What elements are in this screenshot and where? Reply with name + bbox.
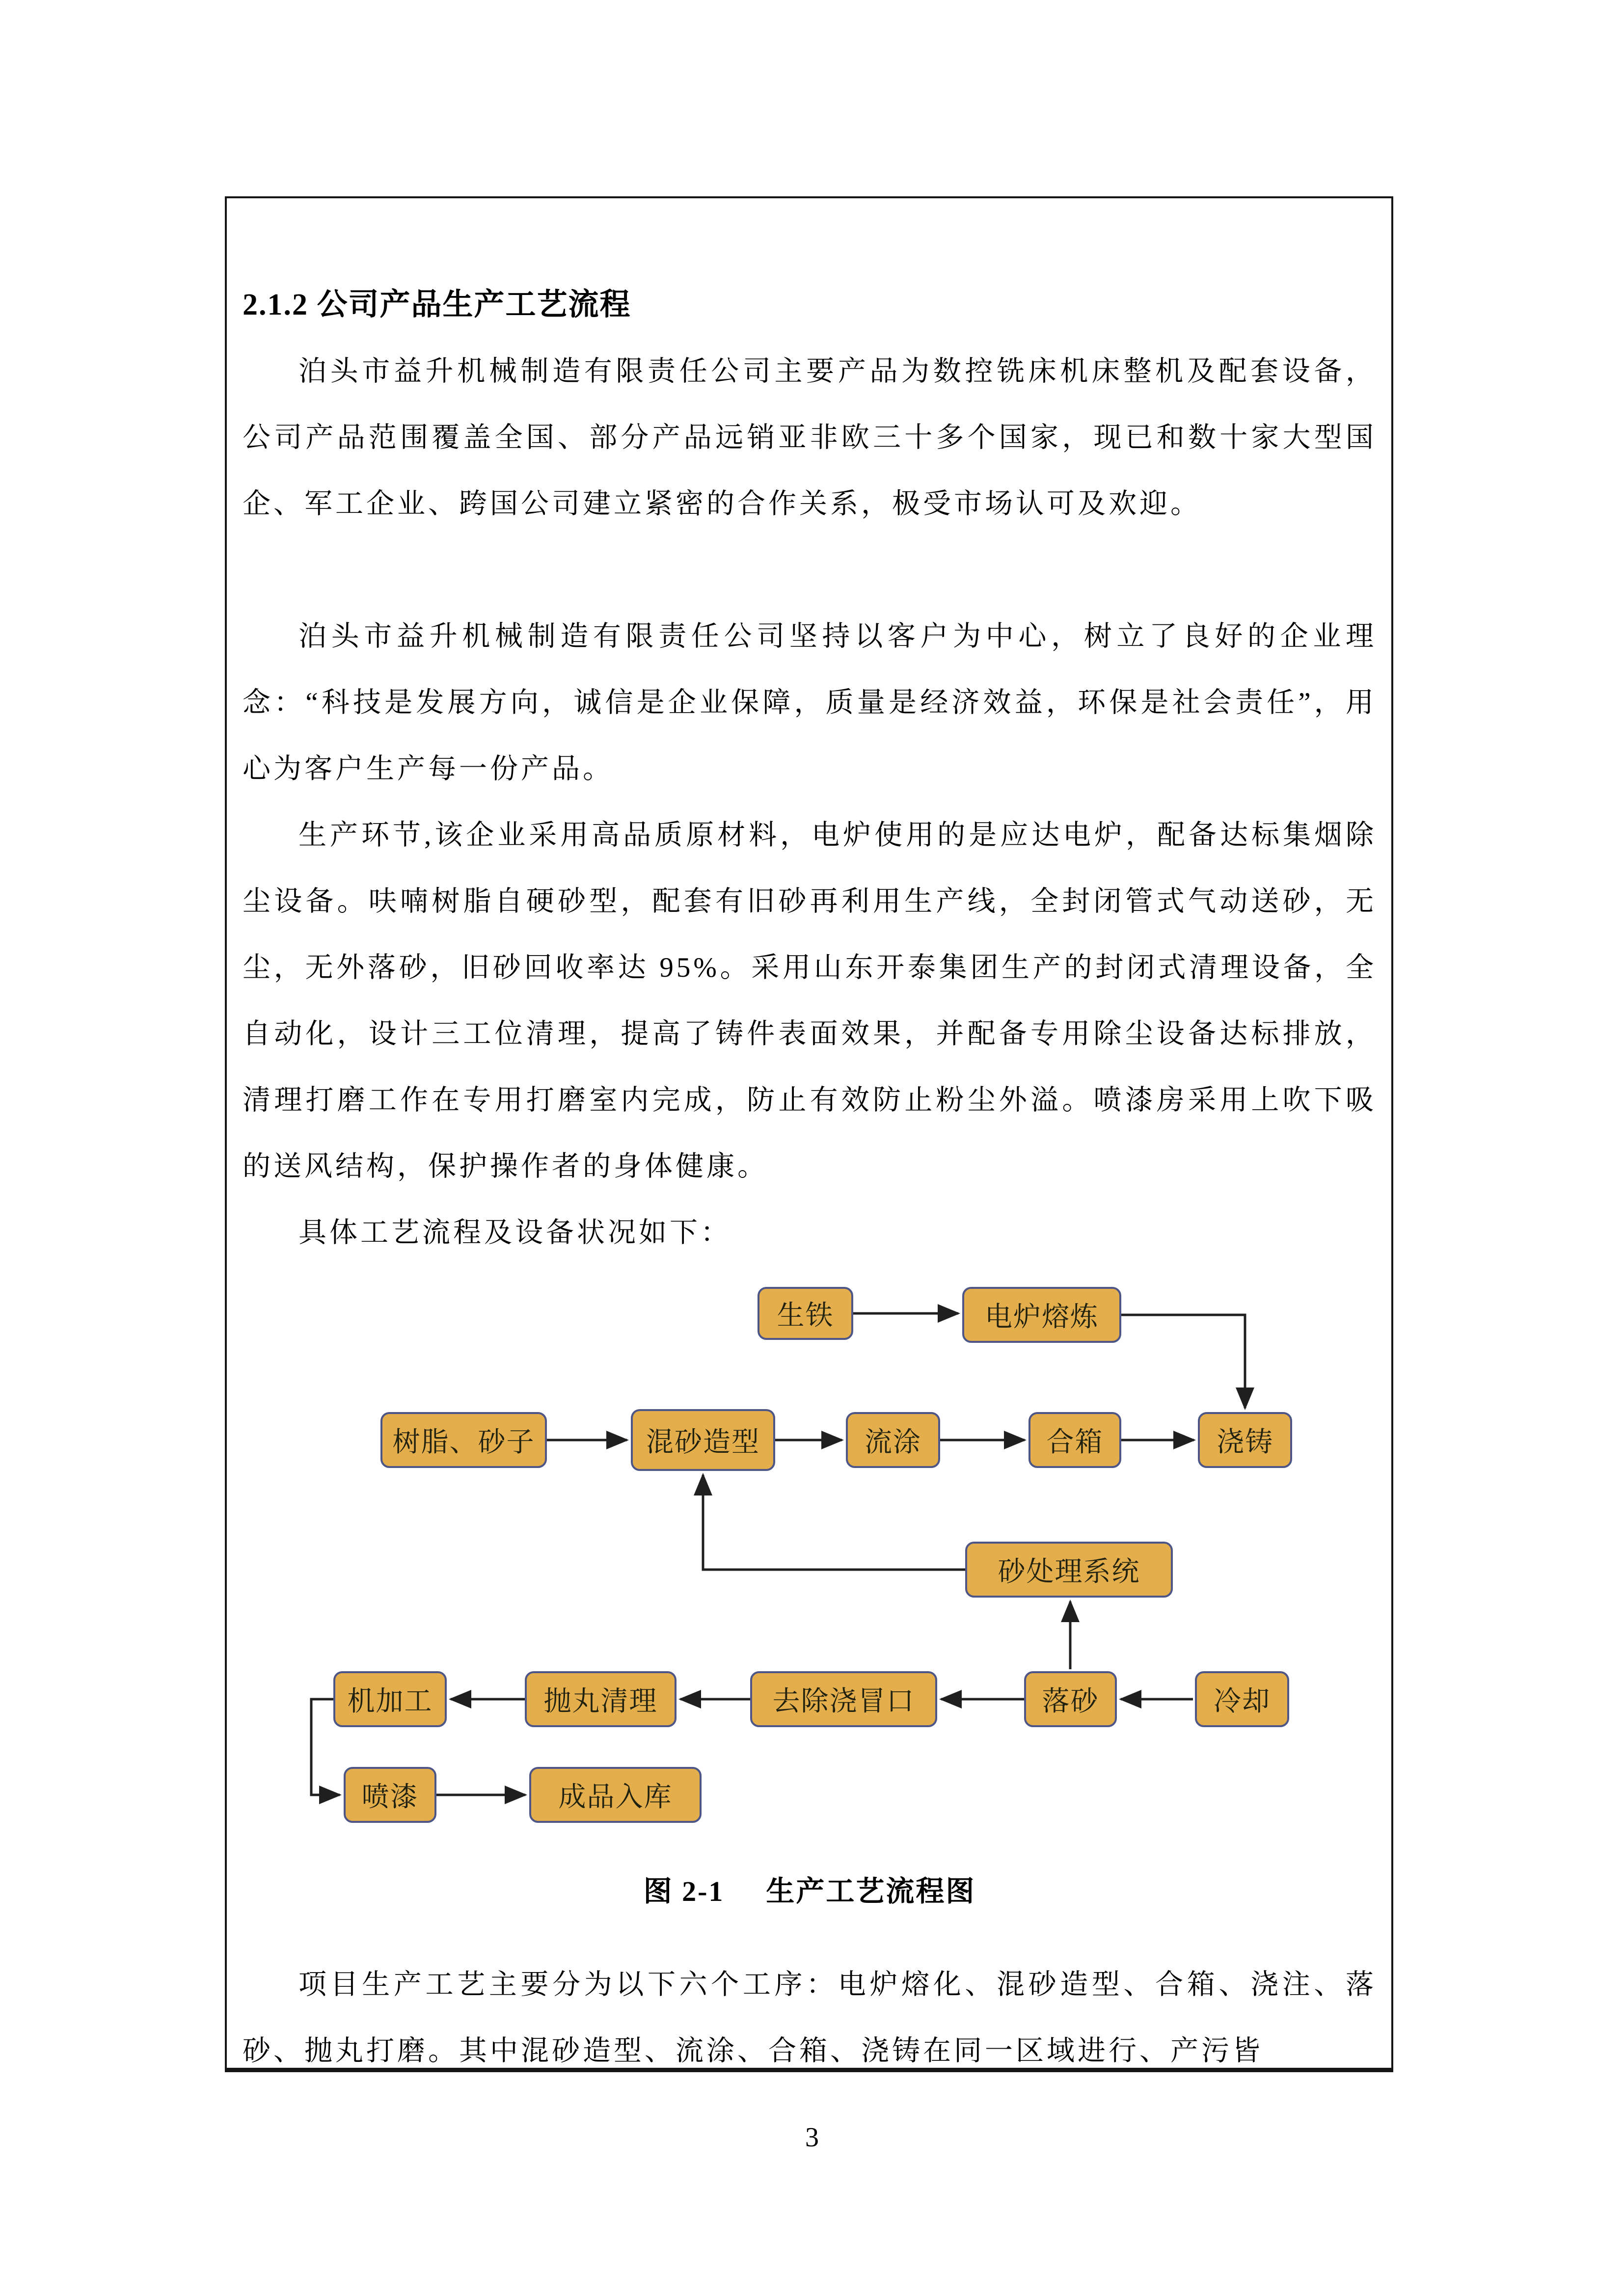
- flow-node-hexiang: 合箱: [1029, 1412, 1121, 1468]
- flow-node-lengque: 冷却: [1195, 1671, 1289, 1727]
- connector-shachuli-xitong-to-hunsha-zaoxing: [703, 1475, 965, 1570]
- flow-node-chengpin-ruku: 成品入库: [529, 1767, 702, 1823]
- figure-caption-label: 图 2-1: [643, 1875, 725, 1907]
- flow-node-shengtie: 生铁: [758, 1287, 853, 1340]
- flow-node-jijiagong: 机加工: [333, 1671, 447, 1727]
- paragraph-six-processes: 项目生产工艺主要分为以下六个工序：电炉熔化、混砂造型、合箱、浇注、落砂、抛丸打磨。其中混砂造型、流涂、合箱、浇铸在同一区域进行、产污皆: [243, 1969, 1377, 2066]
- page-number: 3: [805, 2122, 819, 2153]
- flow-node-penqi: 喷漆: [344, 1767, 436, 1823]
- paragraph-company-products: 泊头市益升机械制造有限责任公司主要产品为数控铣床机床整机及配套设备，公司产品范围覆盖全国、部分产品远销亚非欧三十多个国家，现已和数十家大型国企、军工企业、跨国公司建立紧密的合作关系，极受市场认可及欢迎。: [243, 356, 1377, 519]
- content-frame: [225, 196, 1393, 2072]
- flow-node-quchu-jiaomaokou: 去除浇冒口: [750, 1671, 937, 1727]
- flow-connectors-svg: [243, 1272, 1381, 1831]
- figure-caption: [243, 1858, 1377, 1924]
- section-heading: 2.1.2 公司产品生产工艺流程: [243, 288, 631, 321]
- flow-node-shachuli-xitong: 砂处理系统: [965, 1542, 1173, 1598]
- flow-node-hunsha-zaoxing: 混砂造型: [631, 1409, 775, 1471]
- flow-node-dianlu-ronglian: 电炉熔炼: [962, 1287, 1121, 1343]
- flow-node-shuzhi-shazi: 树脂、砂子: [380, 1412, 547, 1468]
- process-flow-diagram: [243, 1272, 1381, 1831]
- paragraph-production-environment: 生产环节,该企业采用高品质原材料，电炉使用的是应达电炉，配备达标集烟除尘设备。呋喃树脂自硬砂型，配套有旧砂再利用生产线，全封闭管式气动送砂，无尘，无外落砂，旧砂回收率达 95%。采用山东开泰集团生产的封闭式清理设备，全自动化，设计三工位清理，提高了铸件表面效果，并配备专用除尘设备达标排放，清理打磨工作在专用打磨室内完成，防止有效防止粉尘外溢。喷漆房采用上吹下吸的送风结构，保护操作者的身体健康。: [243, 820, 1377, 1182]
- flow-node-jiaozhu: 浇铸: [1198, 1412, 1292, 1468]
- flow-node-paowan-qingli: 抛丸清理: [525, 1671, 677, 1727]
- flow-node-liutu: 流涂: [846, 1412, 940, 1468]
- paragraph-company-philosophy: 泊头市益升机械制造有限责任公司坚持以客户为中心，树立了良好的企业理念：“科技是发展方向，诚信是企业保障，质量是经济效益，环保是社会责任”，用心为客户生产每一份产品。: [243, 621, 1377, 784]
- paragraph-process-intro: 具体工艺流程及设备状况如下：: [298, 1217, 731, 1248]
- flow-node-luosha: 落砂: [1024, 1671, 1117, 1727]
- figure-caption-title: 生产工艺流程图: [766, 1875, 976, 1907]
- connector-dianlu-ronglian-to-jiaozhu: [1121, 1315, 1245, 1408]
